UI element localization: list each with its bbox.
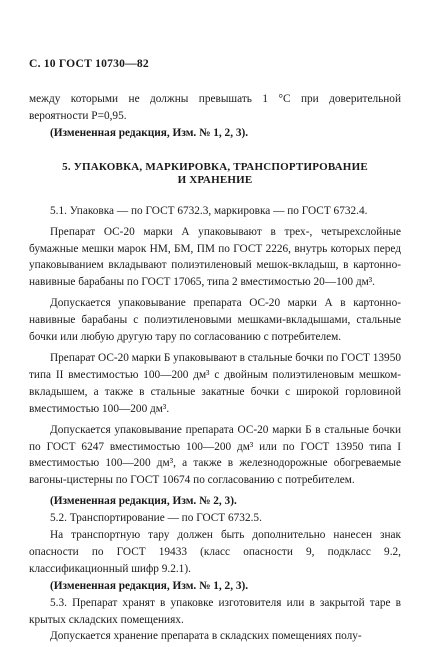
amendment-note: (Измененная редакция, Изм. № 1, 2, 3). [50, 579, 249, 592]
running-header: С. 10 ГОСТ 10730—82 [29, 57, 149, 70]
amendment-note: (Измененная редакция, Изм. № 1, 2, 3). [50, 126, 249, 139]
document-body [29, 91, 401, 645]
section-heading [29, 161, 401, 188]
section-heading-line-1: 5. УПАКОВКА, МАРКИРОВКА, ТРАНСПОРТИРОВАНИЕ [62, 160, 368, 173]
paragraph-packaging-grade-a: Препарат ОС-20 марки А упаковывают в трех-, четырехслойные бумажные мешки марок НМ, БМ, ПМ по ГОСТ 2226, внутрь которых перед упаковыванием вкладывают полиэтиленовый мешок-вкладыш, в картонно-навивные барабаны по ГОСТ 17065, типа 2 вместимостью 20—100 дм³. [29, 225, 401, 289]
paragraph-allowed-packaging-b: Допускается упаковывание препарата ОС-20 марки Б в стальные бочки по ГОСТ 6247 вместимостью 100—200 дм³ или по ГОСТ 13950 типа I вместимостью 100—200 дм³, а также в железнодорожные обогреваемые вагоны-цистерны по ГОСТ 10674 по согласованию с потребителем. [29, 423, 401, 487]
paragraph-packaging-grade-b: Препарат ОС-20 марки Б упаковывают в стальные бочки по ГОСТ 13950 типа II вместимостью 100—200 дм³ с двойным полиэтиленовым мешком-вкладышем, а также в стальные закатные бочки с широкой горловиной вместимостью 100—200 дм³. [29, 351, 401, 415]
clause-5-3: 5.3. Препарат хранят в упаковке изготовителя или в закрытой таре в крытых складских помещениях. [29, 596, 401, 626]
clause-5-1: 5.1. Упаковка — по ГОСТ 6732.3, маркировка — по ГОСТ 6732.4. [50, 204, 368, 217]
paragraph-allowed-packaging-a: Допускается упаковывание препарата ОС-20 марки А в картонно-навивные барабаны с полиэтиленовыми мешками-вкладышами, стальные бочки или любую другую тару по согласованию с потребителем. [29, 297, 401, 344]
paragraph-hazard-sign: На транспортную тару должен быть дополнительно нанесен знак опасности по ГОСТ 19433 (класс опасности 9, подкласс 9.2, классификационный шифр 9.2.1). [29, 529, 401, 575]
clause-5-2: 5.2. Транспортирование — по ГОСТ 6732.5. [50, 512, 262, 525]
paragraph-continuation: между которыми не должны превышать 1 °С при доверительной вероятности Р=0,95. [29, 93, 401, 122]
amendment-note: (Измененная редакция, Изм. № 2, 3). [50, 495, 237, 508]
paragraph-storage: Допускается хранение препарата в складских помещениях полу- [50, 630, 362, 643]
section-heading-line-2: И ХРАНЕНИЕ [177, 174, 253, 187]
